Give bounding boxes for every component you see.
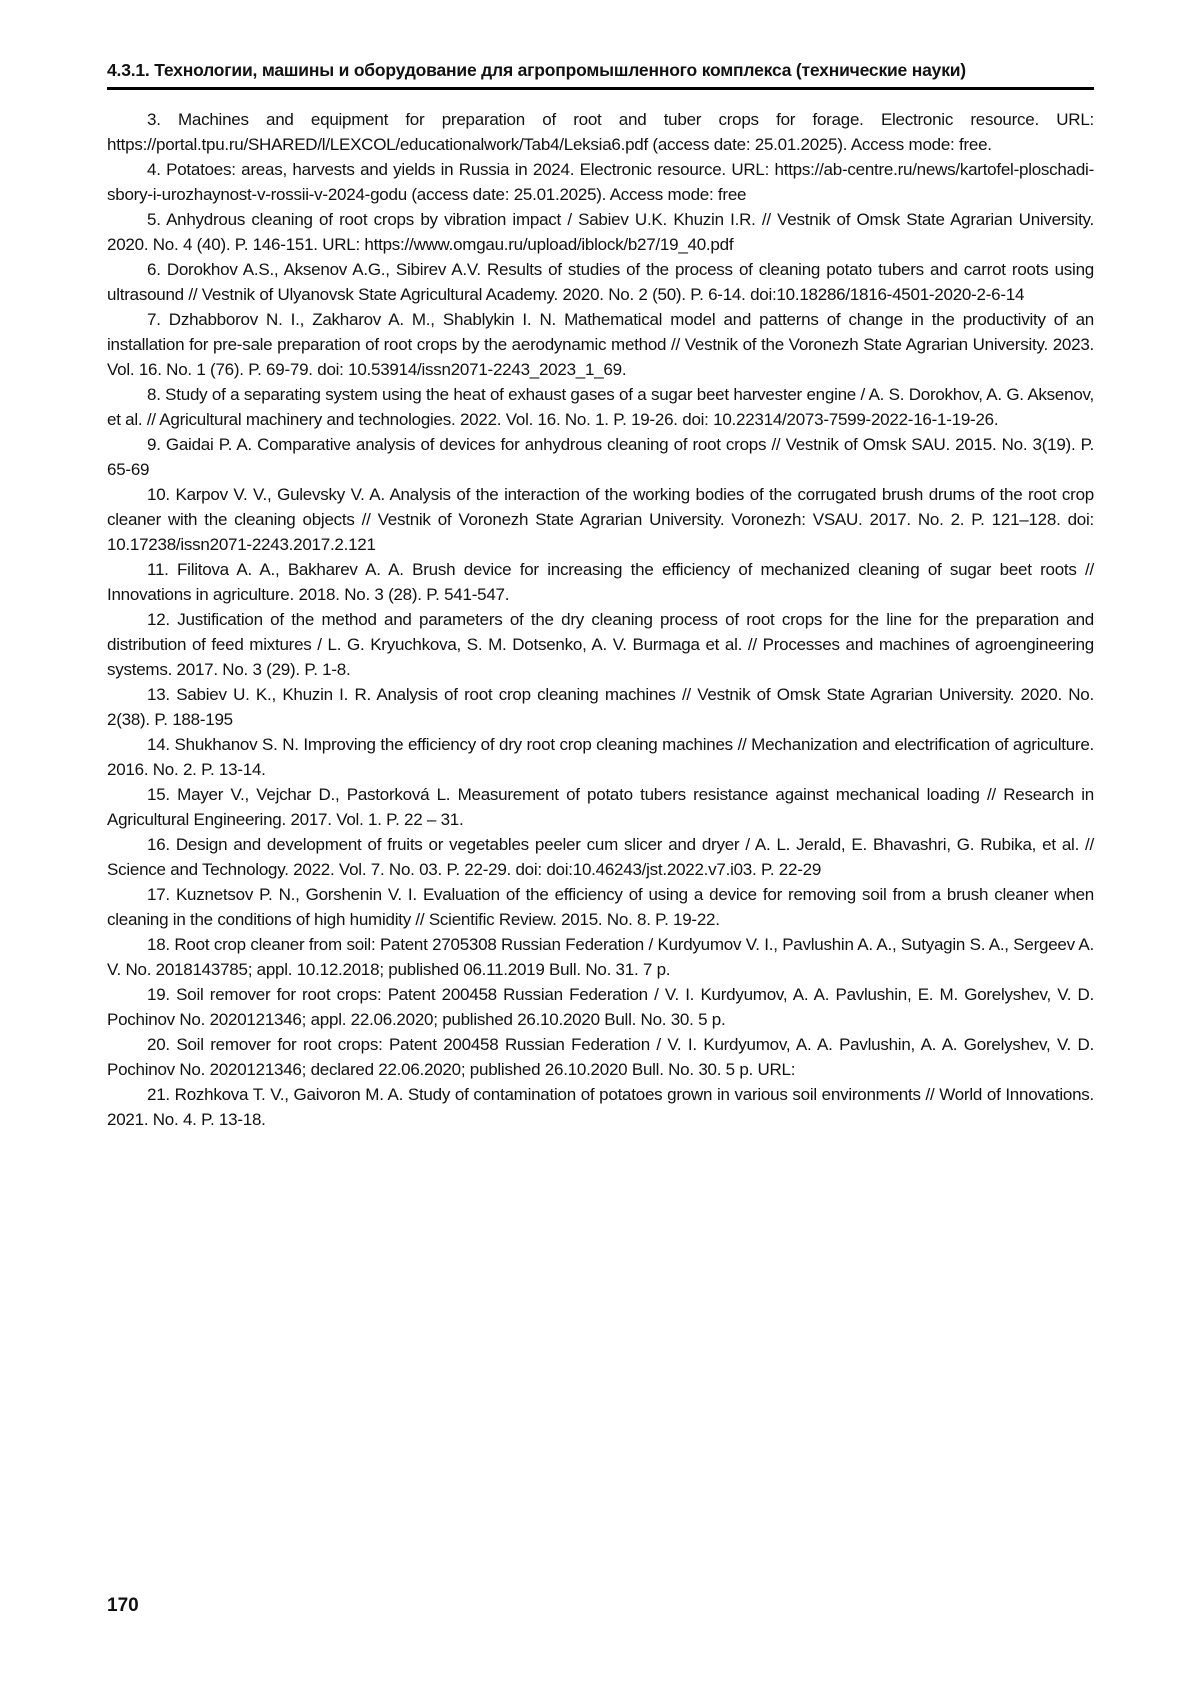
reference-item: 8. Study of a separating system using the heat of exhaust gases of a sugar beet harvester engine / A. S. Dorokhov, A. G. Aksenov, et al. // Agricultural machinery and technologies. 2022. Vol. 16. No. 1. P. 19-26. doi: 10.22314/2073-7599-2022-16-1-19-26. [107, 385, 1094, 429]
reference-item: 13. Sabiev U. K., Khuzin I. R. Analysis of root crop cleaning machines // Vestnik of Omsk State Agrarian University. 2020. No. 2(38). P. 188-195 [107, 685, 1094, 729]
reference-item: 14. Shukhanov S. N. Improving the efficiency of dry root crop cleaning machines // Mechanization and electrification of agriculture. 2016. No. 2. P. 13-14. [107, 735, 1094, 779]
reference-item: 19. Soil remover for root crops: Patent 200458 Russian Federation / V. I. Kurdyumov, A. A. Pavlushin, E. M. Gorelyshev, V. D. Pochinov No. 2020121346; appl. 22.06.2020; published 26.10.2020 Bull. No. 30. 5 p. [107, 985, 1094, 1029]
reference-item: 21. Rozhkova T. V., Gaivoron M. A. Study of contamination of potatoes grown in various soil environments // World of Innovations. 2021. No. 4. P. 13-18. [107, 1085, 1094, 1129]
section-header: 4.3.1. Технологии, машины и оборудование для агропромышленного комплекса (технические науки) [107, 58, 1094, 90]
reference-item: 6. Dorokhov A.S., Aksenov A.G., Sibirev A.V. Results of studies of the process of cleaning potato tubers and carrot roots using ultrasound // Vestnik of Ulyanovsk State Agricultural Academy. 2020. No. 2 (50). P. 6-14. doi:10.18286/1816-4501-2020-2-6-14 [107, 260, 1094, 304]
reference-item: 3. Machines and equipment for preparation of root and tuber crops for forage. Electronic resource. URL: https://portal.tpu.ru/SHARED/l/LEXCOL/educationalwork/Tab4/Leksia6.pdf (access date: 25.01.2025). Access mode: free. [107, 110, 1094, 154]
reference-item: 15. Mayer V., Vejchar D., Pastorková L. Measurement of potato tubers resistance against mechanical loading // Research in Agricultural Engineering. 2017. Vol. 1. P. 22 – 31. [107, 785, 1094, 829]
reference-item: 9. Gaidai P. A. Comparative analysis of devices for anhydrous cleaning of root crops // Vestnik of Omsk SAU. 2015. No. 3(19). P. 65-69 [107, 435, 1094, 479]
page-content [107, 58, 1094, 1132]
reference-item: 16. Design and development of fruits or vegetables peeler cum slicer and dryer / A. L. Jerald, E. Bhavashri, G. Rubika, et al. // Science and Technology. 2022. Vol. 7. No. 03. P. 22-29. doi: doi:10.46243/jst.2022.v7.i03. P. 22-29 [107, 835, 1094, 879]
reference-list [107, 107, 1094, 1132]
reference-item: 18. Root crop cleaner from soil: Patent 2705308 Russian Federation / Kurdyumov V. I., Pavlushin A. A., Sutyagin S. A., Sergeev A. V. No. 2018143785; appl. 10.12.2018; published 06.11.2019 Bull. No. 31. 7 p. [107, 935, 1094, 979]
reference-item: 7. Dzhabborov N. I., Zakharov A. M., Shablykin I. N. Mathematical model and patterns of change in the productivity of an installation for pre-sale preparation of root crops by the aerodynamic method // Vestnik of the Voronezh State Agrarian University. 2023. Vol. 16. No. 1 (76). P. 69-79. doi: 10.53914/issn2071-2243_2023_1_69. [107, 310, 1094, 379]
page-number: 170 [107, 1595, 139, 1616]
reference-item: 12. Justification of the method and parameters of the dry cleaning process of root crops for the line for the preparation and distribution of feed mixtures / L. G. Kryuchkova, S. M. Dotsenko, A. V. Burmaga et al. // Processes and machines of agroengineering systems. 2017. No. 3 (29). P. 1-8. [107, 610, 1094, 679]
reference-item: 10. Karpov V. V., Gulevsky V. A. Analysis of the interaction of the working bodies of the corrugated brush drums of the root crop cleaner with the cleaning objects // Vestnik of Voronezh State Agrarian University. Voronezh: VSAU. 2017. No. 2. P. 121–128. doi: 10.17238/issn2071-2243.2017.2.121 [107, 485, 1094, 554]
reference-item: 5. Anhydrous cleaning of root crops by vibration impact / Sabiev U.K. Khuzin I.R. // Vestnik of Omsk State Agrarian University. 2020. No. 4 (40). P. 146-151. URL: https://www.omgau.ru/upload/iblock/b27/19_40.pdf [107, 210, 1094, 254]
reference-item: 17. Kuznetsov P. N., Gorshenin V. I. Evaluation of the efficiency of using a device for removing soil from a brush cleaner when cleaning in the conditions of high humidity // Scientific Review. 2015. No. 8. P. 19-22. [107, 885, 1094, 929]
reference-item: 4. Potatoes: areas, harvests and yields in Russia in 2024. Electronic resource. URL: https://ab-centre.ru/news/kartofel-ploschadi-sbory-i-urozhaynost-v-rossii-v-2024-godu (access date: 25.01.2025). Access mode: free [107, 160, 1094, 204]
reference-item: 11. Filitova A. A., Bakharev A. A. Brush device for increasing the efficiency of mechanized cleaning of sugar beet roots // Innovations in agriculture. 2018. No. 3 (28). P. 541-547. [107, 560, 1094, 604]
reference-item: 20. Soil remover for root crops: Patent 200458 Russian Federation / V. I. Kurdyumov, A. A. Pavlushin, A. A. Gorelyshev, V. D. Pochinov No. 2020121346; declared 22.06.2020; published 26.10.2020 Bull. No. 30. 5 p. URL: [107, 1035, 1094, 1079]
